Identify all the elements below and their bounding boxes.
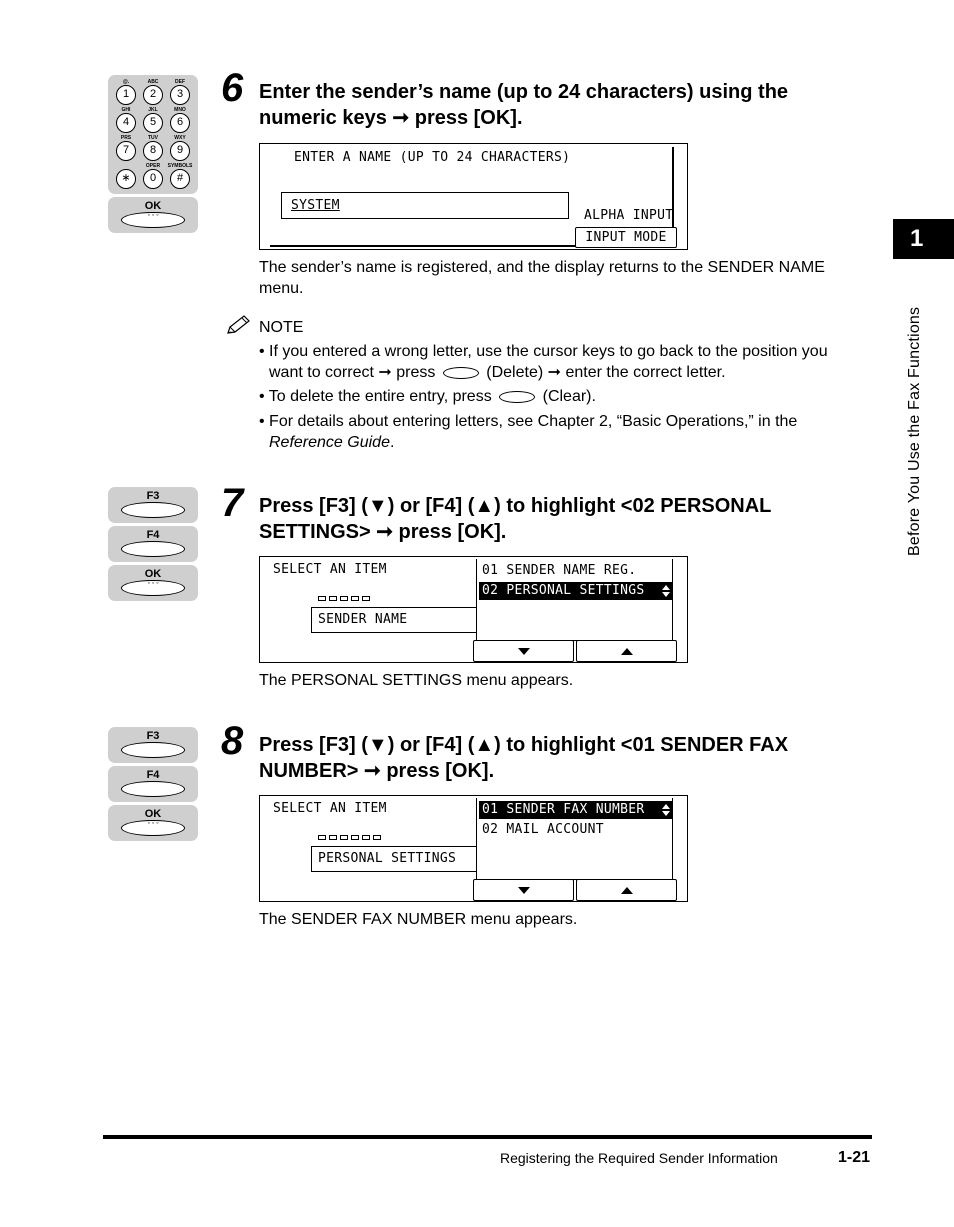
note-item-2: • To delete the entire entry, press (Clear).	[259, 388, 596, 405]
up-triangle-icon	[621, 648, 633, 655]
f3-key	[121, 742, 185, 758]
scroll-updown-icon	[662, 584, 670, 598]
up-arrow-button	[576, 640, 677, 662]
step-6-result: The sender’s name is registered, and the display returns to the SENDER NAME menu.	[259, 259, 825, 297]
keypad-key-sublabel: GHI	[121, 107, 131, 113]
lcd-item-list	[476, 559, 673, 641]
lcd-select-item-8	[259, 795, 688, 902]
keypad-key-sublabel: MNO	[174, 107, 186, 113]
step-8-result: The SENDER FAX NUMBER menu appears.	[259, 911, 578, 928]
note-heading: NOTE	[259, 319, 304, 336]
keypad-key-sublabel: TUV	[148, 135, 158, 141]
footer-rule	[103, 1135, 872, 1139]
ok-key: ◦ ◦ ◦	[121, 580, 185, 596]
keypad-key: 9	[170, 141, 190, 161]
lcd-current-menu: PERSONAL SETTINGS	[311, 846, 477, 872]
down-arrow-button	[473, 879, 574, 901]
keypad-key: 7	[116, 141, 136, 161]
keypad-key-sublabel: ABC	[147, 79, 159, 85]
keypad-key: 4	[116, 113, 136, 133]
chapter-side-title: Before You Use the Fax Functions	[906, 306, 923, 556]
note-item-1: • If you entered a wrong letter, use the cursor keys to go back to the position you want to correct ➞ press (Delete) ➞ enter the correct letter.	[259, 343, 828, 381]
keypad-key: ∗	[116, 169, 136, 189]
lcd-select-item-7	[259, 556, 688, 663]
pencil-note-icon	[225, 314, 251, 336]
input-mode-button: INPUT MODE	[575, 227, 677, 248]
ok-key: ◦ ◦ ◦	[121, 212, 185, 228]
alpha-input-label: ALPHA INPUT	[584, 208, 674, 223]
keypad-key-sublabel: JKL	[148, 107, 158, 113]
keypad-key-sublabel: PRS	[120, 135, 132, 141]
lcd-prompt: ENTER A NAME (UP TO 24 CHARACTERS)	[294, 150, 571, 165]
lcd-cursor-dots	[318, 596, 370, 601]
keypad-key: 3	[170, 85, 190, 105]
step-7-title: Press [F3] (▼) or [F4] (▲) to highlight <02 PERSONAL SETTINGS> ➞ press [OK].	[259, 495, 772, 543]
f4-key-panel: F4	[108, 766, 198, 802]
lcd-heading: SELECT AN ITEM	[273, 562, 387, 577]
ok-key-panel: OK ◦ ◦ ◦	[108, 805, 198, 841]
keypad-key: 1	[116, 85, 136, 105]
step-7-number: 7	[221, 481, 244, 525]
step-6-number: 6	[221, 66, 244, 110]
name-input-field	[281, 192, 569, 219]
page-number: 1-21	[838, 1149, 871, 1166]
down-arrow-button	[473, 640, 574, 662]
lcd-heading: SELECT AN ITEM	[273, 801, 387, 816]
down-triangle-icon	[518, 887, 530, 894]
ok-key-label: OK	[144, 200, 162, 212]
lcd-list-item: 02 MAIL ACCOUNT	[482, 822, 604, 837]
keypad-key: 8	[143, 141, 163, 161]
up-arrow-button	[576, 879, 677, 901]
f3-key-panel: F3	[108, 727, 198, 763]
note-item-3: • For details about entering letters, see Chapter 2, “Basic Operations,” in the Reference Guide.	[259, 413, 798, 451]
lcd-list-item: 01 SENDER NAME REG.	[482, 563, 637, 578]
lcd-list-item-selected: 01 SENDER FAX NUMBER	[479, 801, 672, 819]
f3-key-panel: F3	[108, 487, 198, 523]
keypad-key: 5	[143, 113, 163, 133]
lcd-list-item-selected: 02 PERSONAL SETTINGS	[479, 582, 672, 600]
f4-key	[121, 541, 185, 557]
keypad-key: 0	[143, 169, 163, 189]
keypad-key-sublabel: @.	[122, 79, 130, 85]
step-6-title: Enter the sender’s name (up to 24 characters) using the numeric keys ➞ press [OK].	[259, 81, 789, 129]
name-input-value: SYSTEM	[291, 198, 340, 213]
lcd-cursor-dots	[318, 835, 381, 840]
down-triangle-icon	[518, 648, 530, 655]
lcd-name-entry	[259, 143, 688, 250]
f4-key-panel: F4	[108, 526, 198, 562]
step-8-number: 8	[221, 719, 244, 763]
keypad-key-sublabel: OPER	[145, 163, 161, 169]
ok-key-panel	[108, 197, 198, 233]
step-7-result: The PERSONAL SETTINGS menu appears.	[259, 672, 574, 689]
f4-key	[121, 781, 185, 797]
numeric-keypad-illustration	[108, 75, 198, 194]
keypad-key-sublabel: WXY	[174, 135, 186, 141]
clear-key-icon	[499, 391, 535, 403]
footer-section-title: Registering the Required Sender Information	[500, 1150, 778, 1166]
delete-key-icon	[443, 367, 479, 379]
f3-key	[121, 502, 185, 518]
ok-key-panel: OK ◦ ◦ ◦	[108, 565, 198, 601]
keypad-key: 6	[170, 113, 190, 133]
keypad-key: 2	[143, 85, 163, 105]
ok-key: ◦ ◦ ◦	[121, 820, 185, 836]
lcd-current-menu: SENDER NAME	[311, 607, 477, 633]
chapter-tab: 1	[893, 219, 954, 259]
up-triangle-icon	[621, 887, 633, 894]
keypad-key-sublabel: DEF	[175, 79, 185, 85]
step-8-title: Press [F3] (▼) or [F4] (▲) to highlight <01 SENDER FAX NUMBER> ➞ press [OK].	[259, 734, 789, 782]
scroll-updown-icon	[662, 803, 670, 817]
keypad-key-sublabel: SYMBOLS	[167, 163, 193, 169]
keypad-key: #	[170, 169, 190, 189]
reference-guide-title: Reference Guide	[269, 434, 390, 451]
lcd-item-list	[476, 798, 673, 880]
